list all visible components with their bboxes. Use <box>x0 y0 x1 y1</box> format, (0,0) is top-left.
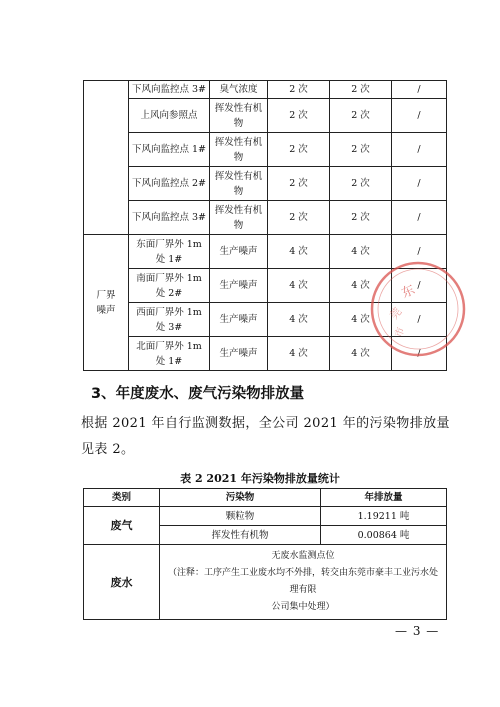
monitor-item: 臭气浓度 <box>210 81 268 99</box>
note: / <box>392 133 447 167</box>
monitor-item: 挥发性有机物 <box>210 167 268 201</box>
table-row <box>84 201 447 235</box>
svg-text:市: 市 <box>393 325 408 340</box>
monitor-item: 生产噪声 <box>210 303 268 337</box>
note: / <box>392 81 447 99</box>
monitor-point: 下风向监控点 3# <box>129 81 210 99</box>
table-row <box>84 133 447 167</box>
monitor-point: 下风向监控点 1# <box>129 133 210 167</box>
frequency: 2 次 <box>268 201 330 235</box>
pollutant: 挥发性有机物 <box>160 526 321 545</box>
frequency: 4 次 <box>268 303 330 337</box>
water-note-cell <box>160 545 447 620</box>
group-cell-noise: 厂界噪声 <box>84 235 129 371</box>
paragraph-line: 根据 2021 年自行监测数据，全公司 2021 年的污染物排放量 <box>81 416 450 431</box>
frequency-actual: 4 次 <box>330 337 392 371</box>
paragraph-line: 见表 2。 <box>81 442 135 457</box>
monitor-item: 挥发性有机物 <box>210 201 268 235</box>
header-category: 类别 <box>84 489 160 507</box>
category-gas: 废气 <box>84 507 160 545</box>
section-heading: 3、年度废水、废气污染物排放量 <box>91 386 305 402</box>
header-amount: 年排放量 <box>321 489 447 507</box>
emission-table <box>83 488 447 620</box>
frequency-actual: 2 次 <box>330 167 392 201</box>
monitor-point: 西面厂界外 1m 处 3# <box>129 303 210 337</box>
amount: 1.19211 吨 <box>321 507 447 526</box>
monitor-item: 生产噪声 <box>210 269 268 303</box>
monitor-point: 下风向监控点 2# <box>129 167 210 201</box>
group-cell-empty <box>84 81 129 235</box>
header-pollutant: 污染物 <box>160 489 321 507</box>
category-water: 废水 <box>84 545 160 620</box>
pollutant: 颗粒物 <box>160 507 321 526</box>
table-row <box>84 507 447 526</box>
frequency: 2 次 <box>268 99 330 133</box>
monitor-point: 南面厂界外 1m 处 2# <box>129 269 210 303</box>
note: / <box>392 269 447 303</box>
frequency-actual: 4 次 <box>330 269 392 303</box>
frequency-actual: 2 次 <box>330 201 392 235</box>
monitor-item: 生产噪声 <box>210 235 268 269</box>
table-caption: 表 2 2021 年污染物排放量统计 <box>180 472 340 485</box>
note: / <box>392 303 447 337</box>
monitor-point: 东面厂界外 1m 处 1# <box>129 235 210 269</box>
svg-text:莞: 莞 <box>387 305 405 322</box>
frequency-actual: 4 次 <box>330 303 392 337</box>
table-row <box>84 99 447 133</box>
frequency-actual: 2 次 <box>330 99 392 133</box>
note: / <box>392 99 447 133</box>
monitor-point: 上风向参照点 <box>129 99 210 133</box>
svg-text:东: 东 <box>399 282 418 302</box>
table-row <box>84 545 447 620</box>
water-note-line: 无废水监测点位 <box>271 551 335 561</box>
table-row <box>84 81 447 99</box>
company-seal-stamp <box>367 258 469 360</box>
frequency: 2 次 <box>268 167 330 201</box>
frequency: 2 次 <box>268 81 330 99</box>
note: / <box>392 337 447 371</box>
note: / <box>392 167 447 201</box>
page-number: — 3 — <box>395 624 440 638</box>
monitor-item: 生产噪声 <box>210 337 268 371</box>
frequency: 4 次 <box>268 235 330 269</box>
frequency: 4 次 <box>268 269 330 303</box>
table-header-row <box>84 489 447 507</box>
table-row <box>84 167 447 201</box>
frequency-actual: 2 次 <box>330 133 392 167</box>
frequency: 2 次 <box>268 133 330 167</box>
frequency-actual: 4 次 <box>330 235 392 269</box>
monitor-point: 北面厂界外 1m 处 1# <box>129 337 210 371</box>
frequency-actual: 2 次 <box>330 81 392 99</box>
frequency: 4 次 <box>268 337 330 371</box>
amount: 0.00864 吨 <box>321 526 447 545</box>
monitor-item: 挥发性有机物 <box>210 133 268 167</box>
monitor-point: 下风向监控点 3# <box>129 201 210 235</box>
note: / <box>392 201 447 235</box>
monitor-item: 挥发性有机物 <box>210 99 268 133</box>
water-note-line: 公司集中处理） <box>271 602 335 612</box>
note: / <box>392 235 447 269</box>
water-note-line: （注释：工序产生工业废水均不外排，转交由东莞市豪丰工业污水处理有限 <box>167 568 438 595</box>
